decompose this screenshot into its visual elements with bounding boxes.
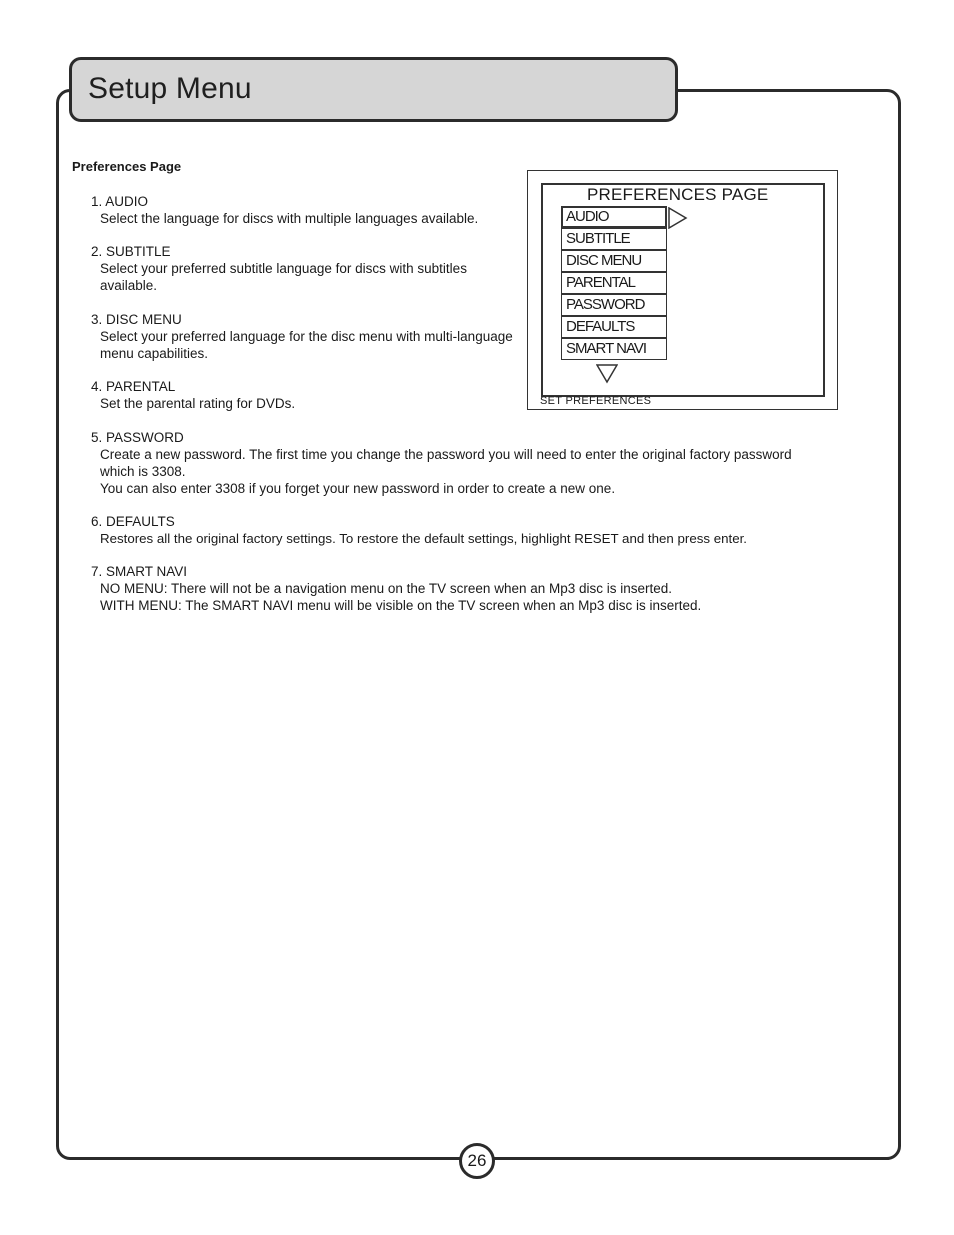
item-description: WITH MENU: The SMART NAVI menu will be visible on the TV screen when an Mp3 disc is inserted. (100, 598, 702, 613)
osd-diagram (527, 170, 838, 410)
osd-menu-item-disc-menu[interactable]: DISC MENU (561, 250, 667, 272)
item-description: Restores all the original factory settings. To restore the default settings, highlight RESET and then press enter. (100, 531, 747, 546)
title-tab (69, 57, 678, 122)
item-description: Set the parental rating for DVDs. (100, 396, 296, 411)
item-description: Select your preferred language for the disc menu with multi-language menu capabilities. (100, 329, 513, 361)
item-description: Select your preferred subtitle language for discs with subtitles available. (100, 261, 467, 293)
page-number: 26 (459, 1143, 495, 1179)
osd-menu-item-smart-navi[interactable]: SMART NAVI (561, 338, 667, 360)
osd-menu-item-subtitle[interactable]: SUBTITLE (561, 228, 667, 250)
item-heading: 6. DEFAULTS (91, 514, 175, 529)
item-heading: 2. SUBTITLE (91, 244, 171, 259)
page-title: Setup Menu (88, 72, 252, 105)
osd-menu-item-defaults[interactable]: DEFAULTS (561, 316, 667, 338)
item-heading: 7. SMART NAVI (91, 564, 188, 579)
item-defaults (91, 513, 891, 547)
item-heading: 3. DISC MENU (91, 312, 182, 327)
osd-footer-text: SET PREFERENCES (540, 395, 652, 407)
item-password (91, 429, 851, 497)
triangle-right-icon (668, 207, 688, 229)
item-heading: 4. PARENTAL (91, 379, 176, 394)
item-description: Select the language for discs with multiple languages available. (100, 211, 479, 226)
item-heading: 1. AUDIO (91, 194, 149, 209)
item-description: NO MENU: There will not be a navigation menu on the TV screen when an Mp3 disc is inserted. (100, 581, 673, 596)
item-description: Create a new password. The first time you change the password you will need to enter the original factory password which is 3308. (100, 447, 792, 479)
osd-menu-item-parental[interactable]: PARENTAL (561, 272, 667, 294)
item-smart-navi (91, 563, 851, 614)
section-heading: Preferences Page (72, 159, 182, 174)
item-description: You can also enter 3308 if you forget your new password in order to create a new one. (100, 481, 616, 496)
item-heading: 5. PASSWORD (91, 430, 184, 445)
osd-screen (541, 183, 825, 397)
osd-menu-item-password[interactable]: PASSWORD (561, 294, 667, 316)
triangle-down-icon[interactable] (596, 364, 618, 384)
osd-title: PREFERENCES PAGE (587, 185, 769, 204)
osd-menu-item-audio[interactable]: AUDIO (561, 206, 667, 228)
